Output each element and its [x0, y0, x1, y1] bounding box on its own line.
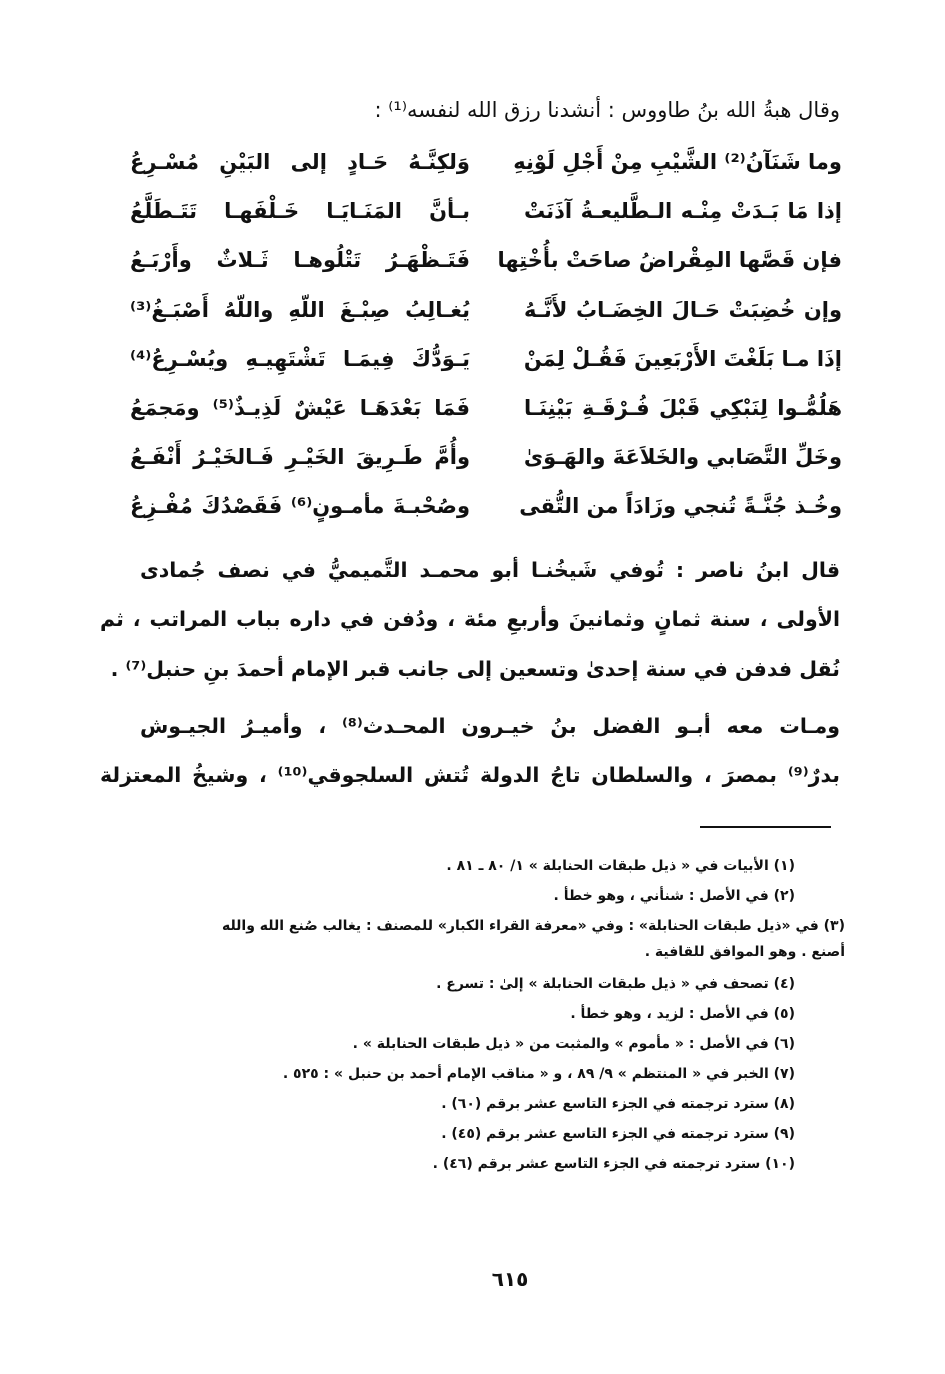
verse-line	[130, 445, 842, 485]
footnote: (٤) تصحف في « ذيل طبقات الحنابلة » إلىٰ : تسرع .	[436, 976, 795, 992]
second-hemistich: يُغـالِبُ صِبْـغَ اللّهِ واللّهُ أَصْبَـغُ⁽³⁾	[130, 297, 470, 322]
first-hemistich: هَلُمُّـوا لِنَبْكِي قَبْلَ فُـرْقَـةِ بَيْنِنَـا	[524, 396, 842, 420]
footnote-divider	[700, 826, 831, 828]
footnote: (١٠) سترد ترجمته في الجزء التاسع عشر برقم (٤٦) .	[432, 1156, 795, 1172]
first-hemistich: وما شَنَآنُ⁽²⁾ الشَّيْبِ مِنْ أَجْلِ لَوْنِهِ	[513, 150, 842, 174]
second-hemistich: يَـوَدُّكَ فِيمَـا تَشْتَهِيـهِ ويُسْـرِعُ⁽⁴⁾	[130, 346, 470, 371]
verse-line	[130, 199, 842, 239]
footnote: (٣) في «ذيل طبقات الحنابلة» : وفي «معرفة القراء الكبار» للمصنف : يغالب صُنع الله والله	[221, 918, 845, 934]
footnote: (٧) الخبر في « المنتظم » ٩/ ٨٩ ، و « مناقب الإمام أحمد بن حنبل » : ٥٢٥ .	[282, 1066, 795, 1082]
poem-intro: وقال هبةُ الله بنُ طاووس : أنشدنا رزق الله لنفسه⁽¹⁾ :	[374, 98, 840, 122]
second-hemistich: بـأنَّ المَنَـايَـا خَـلْفَهـا تَتَـطَلَّعُ	[130, 199, 470, 224]
first-hemistich: وإن خُضِبَتْ حَـالَ الخِضَـابُ لأَنَّـهُ	[524, 297, 842, 322]
verse-line	[130, 150, 842, 190]
page-number: ٦١٥	[491, 1267, 529, 1291]
first-hemistich: وخُـذ جُنَّـةً تُنجي وزَادَاً من التُّقى	[519, 494, 842, 519]
paragraph-line: ومـات معه أبـو الفضل بنُ خيـرون المحـدث⁽⁸⁾ ، وأميـرُ الجيـوش	[140, 714, 840, 738]
verse-line	[130, 248, 842, 288]
footnote: (٢) في الأصل : شنأني ، وهو خطأ .	[553, 888, 795, 904]
footnote: (٥) في الأصل : لزيد ، وهو خطأ .	[570, 1006, 795, 1022]
footnote: (٩) سترد ترجمته في الجزء التاسع عشر برقم (٤٥) .	[441, 1126, 795, 1142]
verse-line	[130, 396, 842, 436]
verse-line	[130, 347, 842, 387]
paragraph-line: نُقل فدفن في سنة إحدىٰ وتسعين إلى جانب قبر الإمام أحمدَ بنِ حنبل⁽⁷⁾ .	[110, 657, 840, 681]
verse-line	[130, 298, 842, 338]
first-hemistich: إذا مَا بَـدَتْ مِنْـه الـطَّليعـةُ آذَنَتْ	[524, 199, 842, 224]
footnote: (١) الأبيات في « ذيل طبقات الحنابلة » ١/ ٨٠ ـ ٨١ .	[446, 858, 795, 874]
footnote: أصنع . وهو الموافق للقافية .	[644, 944, 845, 960]
verse-line	[130, 494, 842, 534]
second-hemistich: فَمَا بَعْدَهَـا عَيْشٌ لَذِيـذٌ⁽⁵⁾ ومَجمَعُ	[130, 396, 470, 420]
footnote: (٨) سترد ترجمته في الجزء التاسع عشر برقم (٦٠) .	[441, 1096, 795, 1112]
second-hemistich: وَلكِنَّـهُ حَـادٍ إلى البَيْنِ مُسْـرِعُ	[130, 150, 470, 174]
first-hemistich: وخَلِّ التَّصَابي والخَلاَعَةَ والهَـوَىٰ	[523, 445, 842, 470]
first-hemistich: فإن قَصَّها المِقْراضُ صاحَتْ بأُخْتِها	[497, 248, 842, 273]
second-hemistich: وصُحْبـةَ مأمـونٍ⁽⁶⁾ فَقَصْدُكَ مُفْـزِعُ	[130, 494, 471, 519]
paragraph-line: بدرٌ⁽⁹⁾ بمصرَ ، والسلطان تاجُ الدولة تُتش السلجوقي⁽¹⁰⁾ ، وشيخُ المعتزلة	[100, 763, 840, 787]
first-hemistich: إذَا مـا بَلَغْتَ الأَرْبَعِينَ فَقُـلْ لِمَنْ	[523, 346, 842, 371]
footnote: (٦) في الأصل : « مأموم » والمثبت من « ذيل طبقات الحنابلة » .	[352, 1036, 795, 1052]
second-hemistich: فَتَـظْهَـرُ تَتْلُوهـا ثَـلاثٌ وأَرْبَـعُ	[130, 248, 470, 273]
paragraph-line: قال ابنُ ناصر : تُوفي شَيخُنـا أبو محمـد التَّميميُّ في نصف جُمادى	[140, 558, 840, 582]
second-hemistich: وأُمَّ طَـرِيقَ الخَيْـرِ فَـالخَيْـرُ أَنْفَـعُ	[130, 445, 470, 470]
paragraph-line: الأولى ، سنة ثمانٍ وثمانينَ وأربعِ مئة ، ودُفن في داره بباب المراتب ، ثم	[100, 607, 840, 631]
